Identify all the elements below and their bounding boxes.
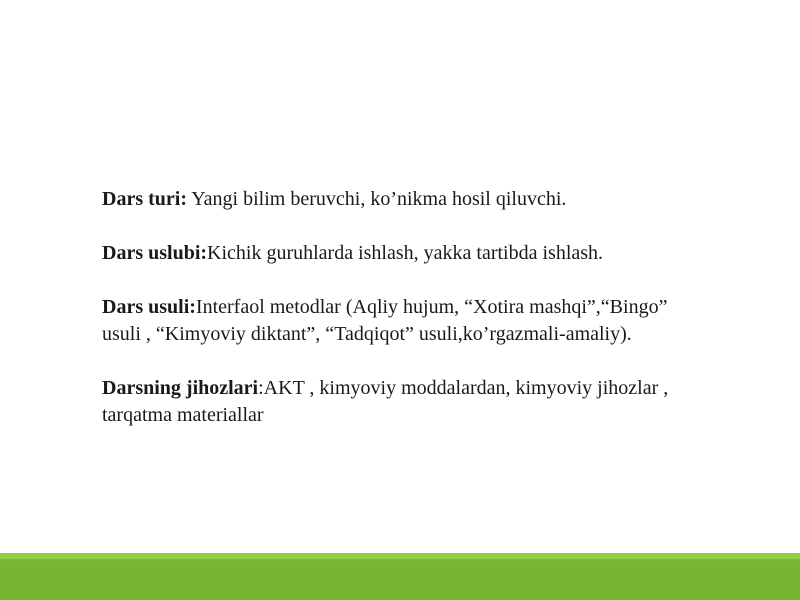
footer-bar	[0, 553, 800, 600]
lesson-style-text: Kichik guruhlarda ishlash, yakka tartibda ishlash.	[207, 242, 604, 264]
lesson-equipment-text: :AKT , kimyoviy moddalardan, kimyoviy jihozlar , tarqatma materiallar	[102, 377, 669, 426]
lesson-equipment-paragraph	[102, 375, 702, 429]
lesson-method-text: Interfaol metodlar (Aqliy hujum, “Xotira mashqi”,“Bingo” usuli , “Kimyoviy diktant”, “Tadqiqot” usuli,ko’rgazmali-amaliy).	[102, 296, 668, 345]
lesson-method-label: Dars usuli:	[102, 296, 196, 318]
lesson-style-label: Dars uslubi:	[102, 242, 208, 264]
lesson-type-text: Yangi bilim beruvchi, ko’nikma hosil qiluvchi.	[186, 188, 567, 210]
lesson-method-paragraph	[102, 294, 702, 348]
slide-content	[102, 186, 702, 456]
lesson-type-paragraph	[102, 186, 702, 213]
lesson-type-label: Dars turi:	[102, 188, 187, 210]
lesson-style-paragraph	[102, 240, 702, 267]
lesson-equipment-label: Darsning jihozlari	[102, 377, 259, 399]
